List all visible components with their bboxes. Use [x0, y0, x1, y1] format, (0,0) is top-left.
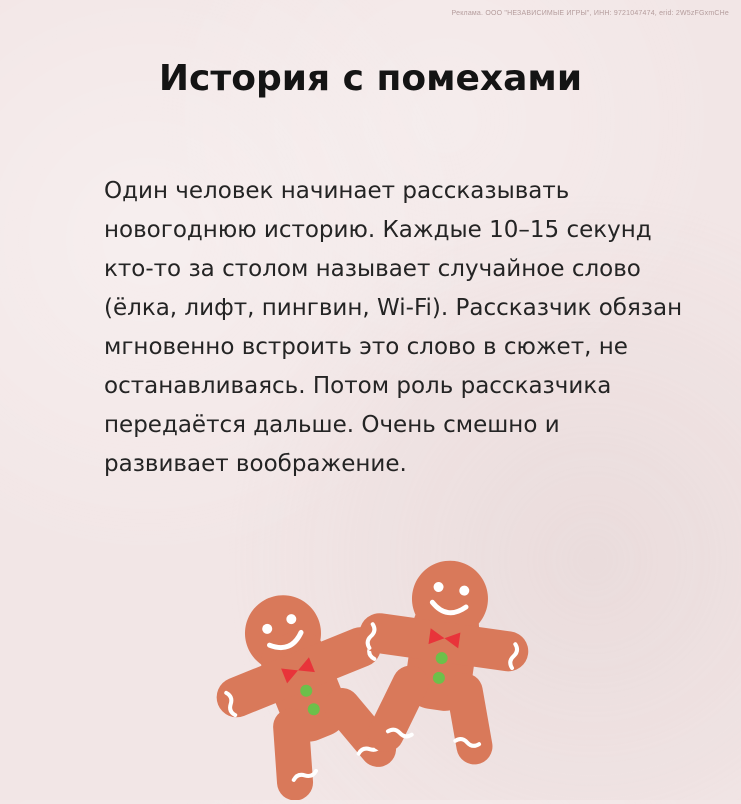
game-description: Один человек начинает рассказывать новогоднюю историю. Каждые 10–15 секунд кто-то за столом называет случайное слово (ёлка, лифт, пингвин, Wi-Fi). Рассказчик обязан мгновенно встроить это слово в сюжет, не останавливаясь. Потом роль рассказчика передаётся дальше. Очень смешно и развивает воображение. [104, 178, 683, 477]
gingerbread-men-icon [215, 550, 535, 800]
page-title: История с помехами [158, 58, 583, 99]
ad-notice: Реклама. ООО "НЕЗАВИСИМЫЕ ИГРЫ", ИНН: 9721047474, erid: 2W5zFGxmCHe [451, 10, 729, 17]
